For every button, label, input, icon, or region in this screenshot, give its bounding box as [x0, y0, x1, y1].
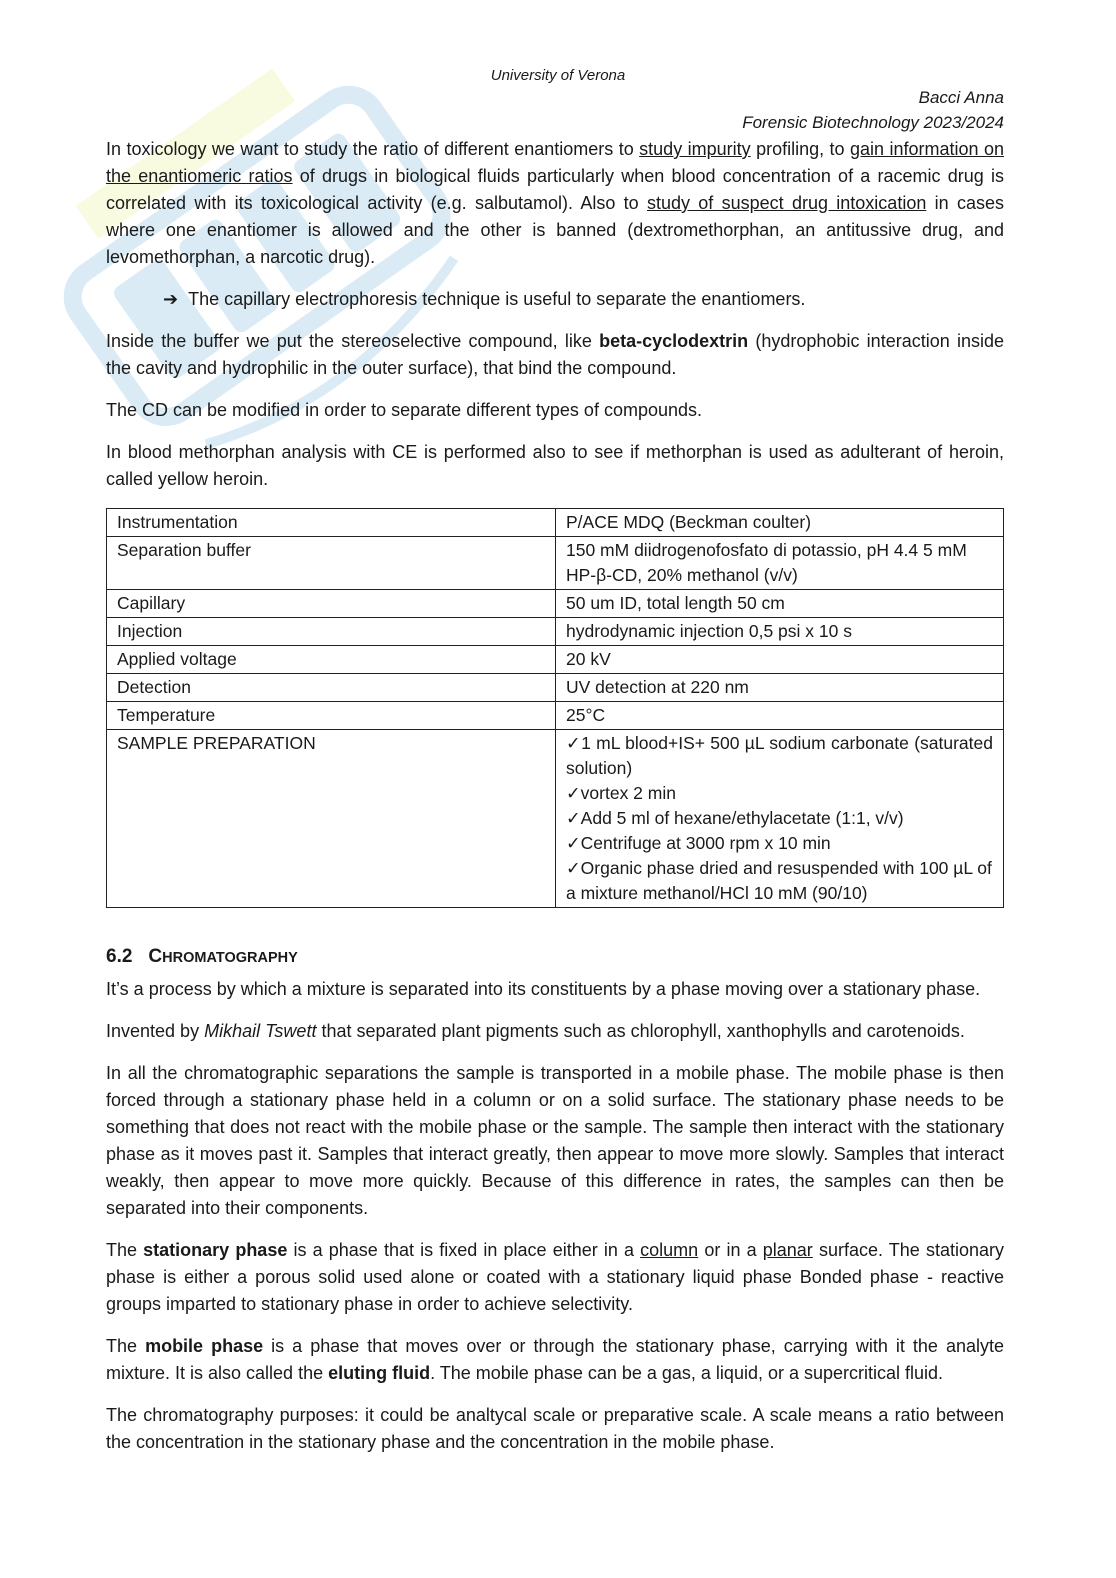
text-run: surface. The stationary phase is either a porous solid used alone or coated with a stationary liquid phase Bonded phase - reactive groups imparted to stationary phase in order to achieve selectivity. — [106, 1240, 1004, 1314]
table-cell-label: Detection — [107, 674, 556, 702]
paragraph-separations: In all the chromatographic separations the sample is transported in a mobile phase. The mobile phase is then forced through a stationary phase held in a column or on a solid surface. The stationary phase needs to be something that does not react with the mobile phase or the sample. The sample then interact with the stationary phase as it moves past it. Samples that interact greatly, then appear to move more slowly. Samples that interact weakly, then appear to move more quickly. Because of this difference in rates, the samples can then be separated into their components. — [106, 1063, 1004, 1218]
sample-step: ✓vortex 2 min — [566, 783, 676, 803]
header-author: Bacci Anna — [918, 88, 1004, 107]
arrow-bullet-text: The capillary electrophoresis technique is useful to separate the enantiomers. — [188, 289, 806, 309]
text-run: or in a — [698, 1240, 763, 1260]
arrow-bullet — [163, 286, 1004, 313]
underlined-text: planar — [762, 1240, 813, 1260]
paragraph-definition: It’s a process by which a mixture is separated into its constituents by a phase moving over a stationary phase. — [106, 979, 981, 999]
section-title-rest: HROMATOGRAPHY — [162, 950, 298, 966]
method-table — [106, 508, 1004, 908]
table-row — [107, 702, 1004, 730]
paragraph-tswett — [106, 1018, 1004, 1045]
document-body — [106, 136, 1004, 1471]
bold-term: eluting fluid — [328, 1363, 431, 1383]
bold-term: beta-cyclodextrin — [599, 331, 749, 351]
paragraph-buffer — [106, 328, 1004, 382]
table-row — [107, 618, 1004, 646]
text-run: in cases where one enantiomer is allowed and the other is banned (dextromethorphan, an antitussive drug, and levomethorphan, a narcotic drug). — [106, 193, 1004, 267]
header-course: Forensic Biotechnology 2023/2024 — [742, 113, 1004, 132]
sample-step: ✓1 mL blood+IS+ 500 µL sodium carbonate (saturated solution) — [566, 733, 993, 778]
underlined-text: study impurity — [639, 139, 751, 159]
underlined-text: study of suspect drug intoxication — [646, 193, 927, 213]
table-row — [107, 646, 1004, 674]
table-cell-value: 50 um ID, total length 50 cm — [556, 590, 1004, 618]
section-number: 6.2 — [106, 946, 133, 967]
table-cell-value: 150 mM diidrogenofosfato di potassio, pH 4.4 5 mM HP-β-CD, 20% methanol (v/v) — [556, 537, 1004, 590]
paragraph-purposes: The chromatography purposes: it could be analtycal scale or preparative scale. A scale means a ratio between the concentration in the stationary phase and the concentration in the mobile phase. — [106, 1405, 1004, 1452]
table-cell-label: Capillary — [107, 590, 556, 618]
sample-step: ✓Add 5 ml of hexane/ethylacetate (1:1, v/v) — [566, 808, 904, 828]
paragraph-stationary-phase — [106, 1237, 1004, 1318]
table-cell-value: 25°C — [556, 702, 1004, 730]
text-run: is a phase that is fixed in place either in a — [287, 1240, 641, 1260]
text-run: The — [106, 1240, 144, 1260]
text-run: is a phase that moves over or through the stationary phase, carrying with it the analyte mixture. It is also called the — [106, 1336, 1004, 1383]
italic-name: Mikhail Tswett — [204, 1021, 317, 1041]
header-institution: University of Verona — [490, 67, 626, 84]
paragraph-methorphan: In blood methorphan analysis with CE is performed also to see if methorphan is used as adulterant of heroin, called yellow heroin. — [106, 442, 1004, 489]
text-run: Invented by — [106, 1021, 205, 1041]
underlined-text: gain information on the enantiomeric ratios — [106, 139, 1004, 186]
underlined-text: column — [640, 1240, 699, 1260]
bold-term: stationary phase — [143, 1240, 288, 1260]
table-row — [107, 674, 1004, 702]
table-cell-value: 20 kV — [556, 646, 1004, 674]
paragraph-cd: The CD can be modified in order to separate different types of compounds. — [106, 400, 703, 420]
table-row — [107, 590, 1004, 618]
text-run: of drugs in biological fluids particularly when blood concentration of a racemic drug is correlated with its toxicological activity (e.g. salbutamol). Also to — [106, 166, 1004, 213]
text-run: (hydrophobic interaction inside the cavity and hydrophilic in the outer surface), that bind the compound. — [106, 331, 1004, 378]
section-heading — [106, 943, 1004, 972]
table-cell-label: Applied voltage — [107, 646, 556, 674]
text-run: that separated plant pigments such as chlorophyll, xanthophylls and carotenoids. — [316, 1021, 965, 1041]
table-cell-value: hydrodynamic injection 0,5 psi x 10 s — [556, 618, 1004, 646]
table-cell-label: Separation buffer — [107, 537, 556, 590]
sample-step: ✓Centrifuge at 3000 rpm x 10 min — [566, 833, 831, 853]
table-cell-label: Injection — [107, 618, 556, 646]
text-run: In toxicology we want to study the ratio of different enantiomers to — [106, 139, 640, 159]
section-title-initial: C — [148, 946, 163, 967]
bold-term: mobile phase — [145, 1336, 264, 1356]
table-row — [107, 537, 1004, 590]
sample-step: ✓Organic phase dried and resuspended with 100 µL of a mixture methanol/HCl 10 mM (90/10) — [566, 858, 992, 903]
table-cell-label: Instrumentation — [107, 509, 556, 537]
table-cell-value: UV detection at 220 nm — [556, 674, 1004, 702]
table-row — [107, 730, 1004, 908]
table-cell-value — [556, 730, 1004, 908]
table-cell-label: Temperature — [107, 702, 556, 730]
text-run: profiling, to — [750, 139, 850, 159]
paragraph-toxicology — [106, 136, 1004, 271]
table-cell-value: P/ACE MDQ (Beckman coulter) — [556, 509, 1004, 537]
text-run: The — [106, 1336, 146, 1356]
text-run: . The mobile phase can be a gas, a liquid, or a supercritical fluid. — [430, 1363, 944, 1383]
table-row — [107, 509, 1004, 537]
text-run: Inside the buffer we put the stereoselective compound, like — [106, 331, 600, 351]
paragraph-mobile-phase — [106, 1333, 1004, 1387]
table-cell-label: SAMPLE PREPARATION — [107, 730, 556, 908]
arrow-right-icon: ➔ — [163, 289, 179, 309]
